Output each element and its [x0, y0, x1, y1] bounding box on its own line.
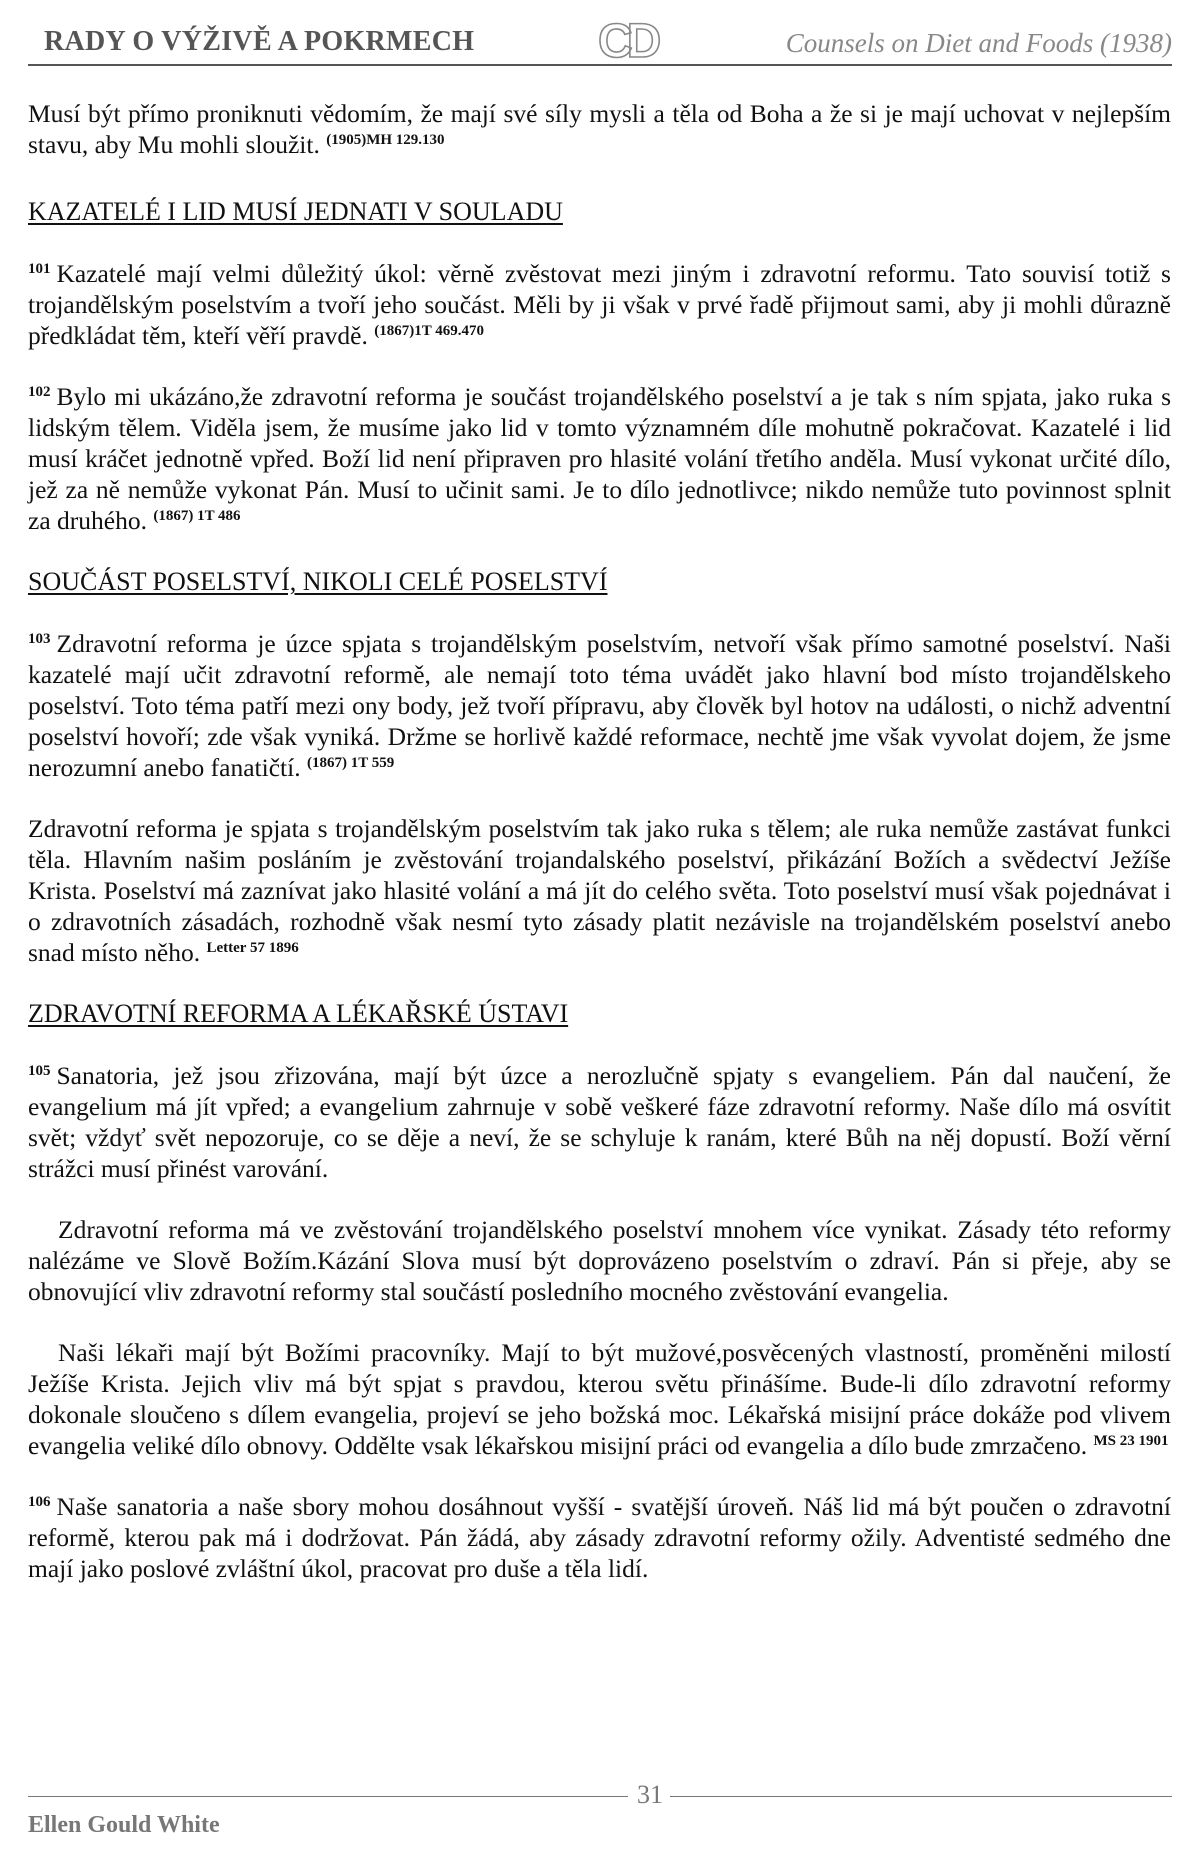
page-number: 31	[637, 1780, 663, 1809]
reference: (1867)1T 469.470	[374, 323, 484, 339]
page-header	[28, 12, 1172, 66]
paragraph-number: 101	[28, 261, 51, 277]
footer-divider	[670, 1796, 1172, 1797]
paragraph: Zdravotní reforma je spjata s trojandělským poselstvím tak jako ruka s tělem; ale ruka nemůže zastávat funkci těla. Hlavním našim posláním je zvěstování trojandalského poselství, přikázání Božích a svědectví Ježíše Krista. Poselství má zaznívat jako hlasité volání a má jít do celého světa. Toto poselství musí však pojednávat i o zdravotních zásadách, rozhodně však nesmí tyto zásady platit nezávisle na trojandělském poselství anebo snad místo něho. $^{Letter 57 1896}$	[28, 814, 1171, 967]
section-heading: KAZATELÉ I LID MUSÍ JEDNATI V SOULADU	[28, 197, 563, 226]
paragraph-number: 105	[28, 1063, 51, 1079]
paragraph: Zdravotní reforma má ve zvěstování trojandělského poselství mnohem více vynikat. Zásady této reformy nalézáme ve Slově Božím.Kázání Slova musí být doprovázeno poselstvím o zdraví. Pán si přeje, aby se obnovující vliv zdravotní reformy stal součástí posledního mocného zvěstování evangelia.	[28, 1215, 1171, 1306]
book-title-english: Counsels on Diet and Foods (1938)	[785, 28, 1172, 58]
book-logo: CD	[598, 15, 656, 68]
paragraph-number: 102	[28, 384, 51, 400]
reference: Letter 57 1896	[206, 940, 299, 956]
section-heading: SOUČÁST POSELSTVÍ, NIKOLI CELÉ POSELSTVÍ	[28, 567, 608, 596]
book-title-czech: RADY O VÝŽIVĚ A POKRMECH	[44, 26, 475, 57]
footer-divider	[28, 1796, 628, 1797]
paragraph: Musí být přímo proniknuti vědomím, že mají své síly mysli a těla od Boha a že si je mají uchovat v nejlepším stavu, aby Mu mohli sloužit. $^{(1905)MH 129.130}$	[28, 99, 1171, 159]
paragraph: $^{101}$ Kazatelé mají velmi důležitý úkol: věrně zvěstovat mezi jiným i zdravotní reformu. Tato souvisí totiž s trojandělským poselstvím a tvoří jeho součást. Měli by ji však v prvé řadě přijmout sami, aby ji mohli důrazně předkládat těm, kteří věří pravdě. $^{(1867)1T 469.470}$	[28, 259, 1171, 350]
page-content	[28, 98, 1171, 1584]
paragraph: $^{102}$ Bylo mi ukázáno,že zdravotní reforma je součást trojandělského poselství a je tak s ním spjata, jako ruka s lidským tělem. Viděla jsem, že musíme jako lid v tomto významném díle mohutně pokračovat. Kazatelé i lid musí kráčet jednotně vpřed. Boží lid není připraven pro hlasité volání třetího anděla. Musí vykonat určité dílo, jež za ně nemůže vykonat Pán. Musí to učinit sami. Je to dílo jednotlivce; nikdo nemůže tuto povinnost splnit za druhého. $^{(1867) 1T 486}$	[28, 382, 1171, 535]
paragraph-number: 106	[28, 1494, 51, 1510]
reference: (1867) 1T 486	[153, 508, 241, 524]
reference: (1905)MH 129.130	[326, 132, 445, 148]
reference: (1867) 1T 559	[306, 755, 395, 771]
paragraph: $^{106}$ Naše sanatoria a naše sbory mohou dosáhnout vyšší - svatější úroveň. Náš lid má být poučen o zdravotní reformě, kterou pak má i dodržovat. Pán žádá, aby zásady zdravotní reformy ožily. Adventisté sedmého dne mají jako poslové zvláštní úkol, pracovat pro duše a těla lidí.	[28, 1492, 1171, 1583]
author-name: Ellen Gould White	[28, 1812, 220, 1838]
paragraph: Naši lékaři mají být Božími pracovníky. Mají to být mužové,posvěcených vlastností, proměněni milostí Ježíše Krista. Jejich vliv má být spjat s pravdou, kterou světu přinášíme. Bude-li dílo zdravotní reformy dokonale sloučeno s dílem evangelia, projeví se jeho božská moc. Lékařská misijní práce dokáže pod vlivem evangelia veliké dílo obnovy. Oddělte vsak lékařskou misijní práci od evangelia a dílo bude zmrzačeno. $^{MS 23 1901}$	[28, 1338, 1171, 1460]
reference: MS 23 1901	[1093, 1433, 1169, 1449]
paragraph-number: 103	[28, 631, 51, 647]
section-heading: ZDRAVOTNÍ REFORMA A LÉKAŘSKÉ ÚSTAVI	[28, 999, 569, 1028]
paragraph: $^{103}$ Zdravotní reforma je úzce spjata s trojandělským poselstvím, netvoří však přímo samotné poselství. Naši kazatelé mají učit zdravotní reformě, ale nemají toto téma uvádět jako hlavní bod místo trojandělskeho poselství. Toto téma patří mezi ony body, jež tvoří přípravu, aby člověk byl hotov na události, o nichž adventní poselství hovoří; zde však vyniká. Držme se horlivě každé reformace, nechtě jme však vyvolat dojem, že jsme nerozumní anebo fanatičtí. $^{(1867) 1T 559}$	[28, 629, 1171, 782]
paragraph: $^{105}$ Sanatoria, jež jsou zřizována, mají být úzce a nerozlučně spjaty s evangeliem. Pán dal naučení, že evangelium má jít vpřed; a evangelium zahrnuje v sobě veškeré fáze zdravotní reformy. Naše dílo má osvítit svět; vždyť svět nepozoruje, co se děje a neví, že se schyluje k ranám, které Bůh na něj dopustí. Boží věrní strážci musí přinést varování.	[28, 1061, 1171, 1183]
